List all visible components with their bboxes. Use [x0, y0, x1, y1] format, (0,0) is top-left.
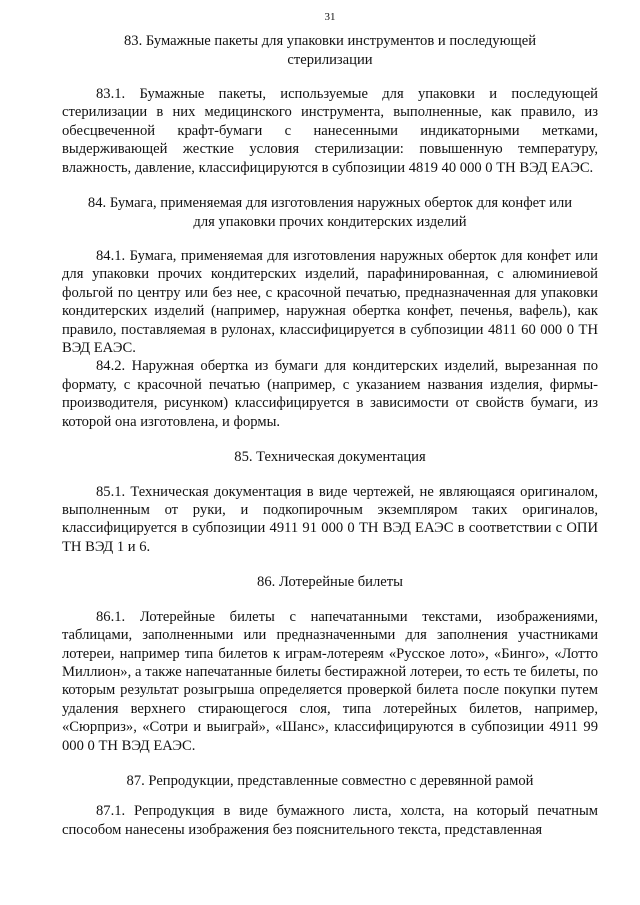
- section-heading: 85. Техническая документация: [234, 449, 426, 466]
- section-83: [62, 32, 598, 177]
- paragraph: 84.1. Бумага, применяемая для изготовления наружных оберток для конфет или для упаковки прочих кондитерских изделий, парафинированная, с алюминиевой фольгой по центру или без нее, с красочной печатью, предназначенная для упаковки кондитерских изделий (например, наружная обертка конфет, печенья, вафель), как правило, поставляемая в рулонах, классифицируется в субпозиции 4811 60 000 0 ТН ВЭД ЕАЭС.: [62, 248, 598, 357]
- section-85: [62, 448, 598, 556]
- document-page: [62, 10, 598, 839]
- section-84: [62, 194, 598, 431]
- paragraph: 86.1. Лотерейные билеты с напечатанными текстами, изображениями, таблицами, заполненными или предназначенными для заполнения участниками лотереи, например типа билетов к играм-лотереям «Русское лото», «Бинго», «Лотто Миллион», а также напечатанные билеты бестиражной лотереи, то есть те билеты, по которым результат розыгрыша определяется проверкой билета после покупки путем удаления верхнего стирающегося слоя, типа лотерейных билетов, например, «Сюрприз», «Сотри и выиграй», «Шанс», классифицируются в субпозиции 4911 99 000 0 ТН ВЭД ЕАЭС.: [62, 608, 598, 754]
- section-heading: 83. Бумажные пакеты для упаковки инструментов и последующей стерилизации: [123, 33, 537, 68]
- page-number: 31: [324, 11, 336, 23]
- section-heading: 87. Репродукции, представленные совместно с деревянной рамой: [126, 772, 534, 789]
- section-heading: 86. Лотерейные билеты: [257, 574, 403, 591]
- section-86: [62, 573, 598, 755]
- section-heading: 84. Бумага, применяемая для изготовления наружных оберток для конфет или для упаковки прочих кондитерских изделий: [87, 195, 573, 230]
- paragraph: 83.1. Бумажные пакеты, используемые для упаковки и последующей стерилизации в них медицинского инструмента, выполненные, как правило, из обесцвеченной крафт-бумаги с нанесенными индикаторными метками, выдерживающей жесткие условия стерилизации: повышенную температуру, влажность, давление, классифицируются в субпозиции 4819 40 000 0 ТН ВЭД ЕАЭС.: [62, 86, 598, 176]
- paragraph: 85.1. Техническая документация в виде чертежей, не являющаяся оригиналом, выполненным от руки, и подкопирочным экземпляром таких оригиналов, классифицируется в субпозиции 4911 91 000 0 ТН ВЭД ЕАЭС в соответствии с ОПИ ТН ВЭД 1 и 6.: [62, 483, 598, 555]
- paragraph: 84.2. Наружная обертка из бумаги для кондитерских изделий, вырезанная по формату, с красочной печатью (например, с указанием названия изделия, фирмы-производителя, рисунком) классифицируется в зависимости от свойств бумаги, из которой она изготовлена, и формы.: [62, 358, 598, 430]
- section-87: [62, 772, 598, 839]
- paragraph: 87.1. Репродукция в виде бумажного листа, холста, на который печатным способом нанесены изображения без пояснительного текста, представленная: [62, 803, 598, 838]
